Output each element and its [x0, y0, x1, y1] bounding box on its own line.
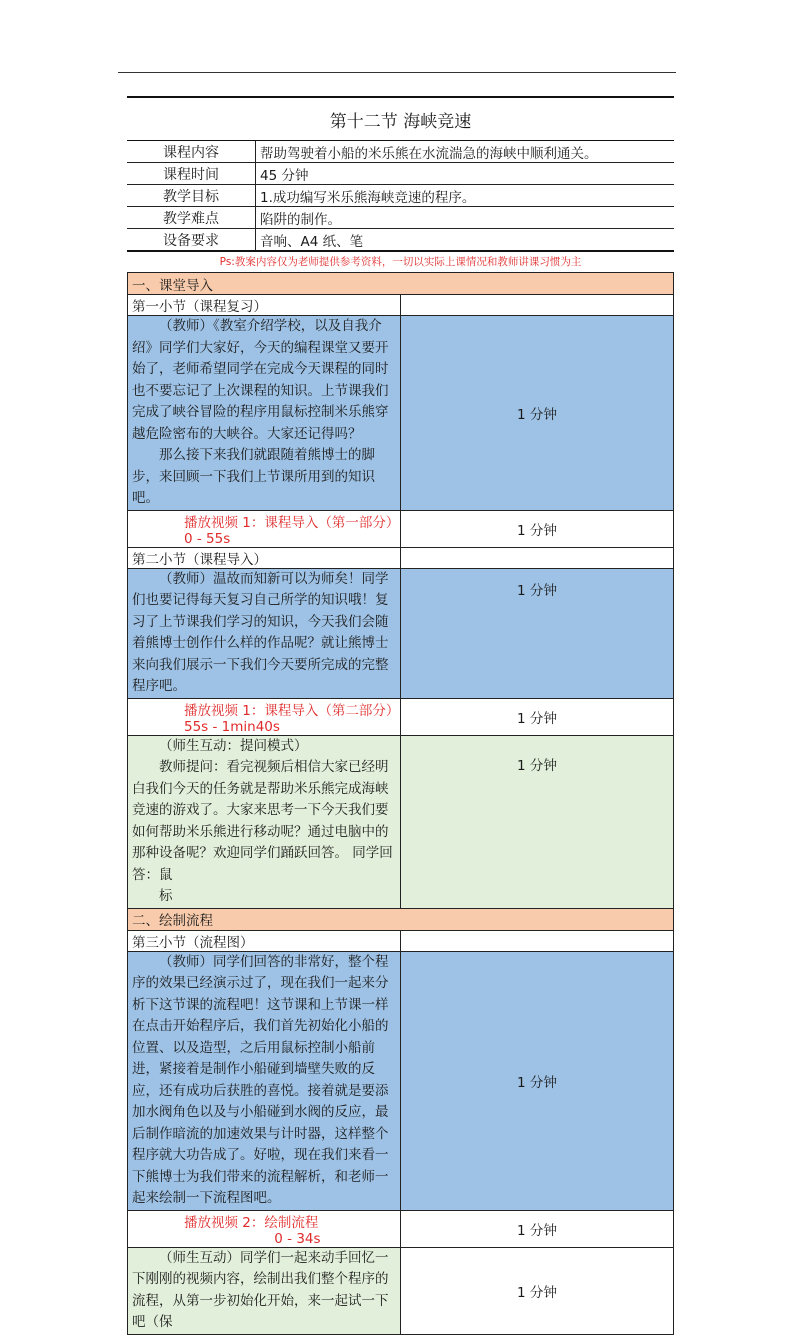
info-key: 课程内容	[127, 141, 256, 163]
duration: 1 分钟	[401, 951, 674, 1210]
info-value: 1.成功编写米乐熊海峡竞速的程序。	[256, 185, 675, 207]
subsection-row	[128, 295, 674, 316]
info-value: 陷阱的制作。	[256, 207, 675, 229]
duration: 1 分钟	[401, 1247, 674, 1334]
ps-note: Ps:教案内容仅为老师提供参考资料，一切以实际上课情况和教师讲课习惯为主	[219, 256, 582, 268]
paragraph: （教师）温故而知新可以为师矣！同学们也要记得每天复习自己所学的知识哦！复习了上节课我们学习的知识，今天我们会随着熊博士创作什么样的作品呢？就让熊博士来向我们展示一下我们今天要所完成的完整程序吧。	[132, 570, 389, 694]
duration: 1 分钟	[401, 735, 674, 908]
duration: 1 分钟	[401, 1210, 674, 1247]
empty-cell	[401, 295, 674, 316]
info-row	[127, 141, 674, 163]
content-text	[128, 951, 401, 1210]
info-row	[127, 229, 674, 252]
duration: 1 分钟	[401, 698, 674, 735]
video-row	[128, 510, 674, 547]
info-row	[127, 185, 674, 207]
info-value: 帮助驾驶着小船的米乐熊在水流湍急的海峡中顺利通关。	[256, 141, 675, 163]
duration: 1 分钟	[401, 316, 674, 511]
section-title: 一、课堂导入	[128, 273, 674, 295]
empty-cell	[401, 547, 674, 568]
paragraph: （师生互动：提问模式）	[159, 737, 308, 754]
content-text	[128, 316, 401, 511]
content-row	[128, 568, 674, 698]
content-text	[128, 1247, 401, 1334]
subsection-title: 第一小节（课程复习）	[128, 295, 401, 316]
info-key: 教学难点	[127, 207, 256, 229]
video-row	[128, 1210, 674, 1247]
content-text	[128, 735, 401, 908]
lesson-plan	[127, 96, 674, 1335]
info-row	[127, 207, 674, 229]
video-label: 播放视频 1：课程导入（第一部分）0 - 55s	[128, 510, 401, 547]
page-header-rule	[118, 72, 676, 73]
video-row	[128, 698, 674, 735]
video-label: 播放视频 1：课程导入（第二部分）55s - 1min40s	[128, 698, 401, 735]
section-header	[128, 908, 674, 930]
section-header	[128, 273, 674, 295]
paragraph: （教师）同学们回答的非常好，整个程序的效果已经演示过了，现在我们一起来分析下这节课的流程吧！这节课和上节课一样在点击开始程序后，我们首先初始化小船的位置、以及造型，之后用鼠标控制小船前进，紧接着是制作小船碰到墙壁失败的反应，还有成功后获胜的喜悦。接着就是要添加水阀角色以及与小船碰到水阀的反应，最后制作暗流的加速效果与计时器，这样整个程序就大功告成了。好啦，现在我们来看一下熊博士为我们带来的流程解析，和老师一起来绘制一下流程图吧。	[132, 953, 389, 1206]
video-range: 0 - 34s	[274, 1230, 321, 1247]
section-title: 二、绘制流程	[128, 908, 674, 930]
empty-cell	[401, 930, 674, 951]
content-text	[128, 568, 401, 698]
paragraph: 标	[159, 888, 173, 904]
paragraph: （教师）《教室介绍学校，以及自我介绍》同学们大家好，今天的编程课堂又要开始了，老师希望同学在完成今天课程的同时也不要忘记了上次课程的知识。上节课我们完成了峡谷冒险的程序用鼠标控制米乐熊穿越危险密布的大峡谷。大家还记得吗？	[132, 318, 389, 442]
info-value: 45 分钟	[256, 163, 675, 185]
paragraph: 教师提问：看完视频后相信大家已经明白我们今天的任务就是帮助米乐熊完成海峡竞速的游戏了。大家来思考一下今天我们要如何帮助米乐熊进行移动呢？通过电脑中的那种设备呢？欢迎同学们踊跃回答。 同学回答：鼠	[132, 759, 393, 883]
info-key: 教学目标	[127, 185, 256, 207]
info-value: 音响、A4 纸、笔	[256, 229, 675, 252]
page-title: 第十二节 海峡竞速	[127, 96, 674, 141]
lesson-steps-table	[127, 272, 674, 1335]
info-key: 设备要求	[127, 229, 256, 252]
info-row	[127, 163, 674, 185]
video-label	[128, 1210, 401, 1247]
course-info-table	[127, 141, 674, 252]
subsection-row	[128, 930, 674, 951]
content-row	[128, 1247, 674, 1334]
subsection-title: 第三小节（流程图）	[128, 930, 401, 951]
paragraph: 那么接下来我们就跟随着熊博士的脚步，来回顾一下我们上节课所用到的知识吧。	[132, 447, 375, 506]
content-row	[128, 316, 674, 511]
duration: 1 分钟	[401, 510, 674, 547]
content-row	[128, 951, 674, 1210]
duration: 1 分钟	[401, 568, 674, 698]
subsection-row	[128, 547, 674, 568]
video-title: 播放视频 2：绘制流程	[184, 1214, 319, 1231]
paragraph: （师生互动）同学们一起来动手回忆一下刚刚的视频内容，绘制出我们整个程序的流程，从第一步初始化开始，来一起试一下吧（保	[132, 1249, 389, 1330]
subsection-title: 第二小节（课程导入）	[128, 547, 401, 568]
info-key: 课程时间	[127, 163, 256, 185]
content-row	[128, 735, 674, 908]
